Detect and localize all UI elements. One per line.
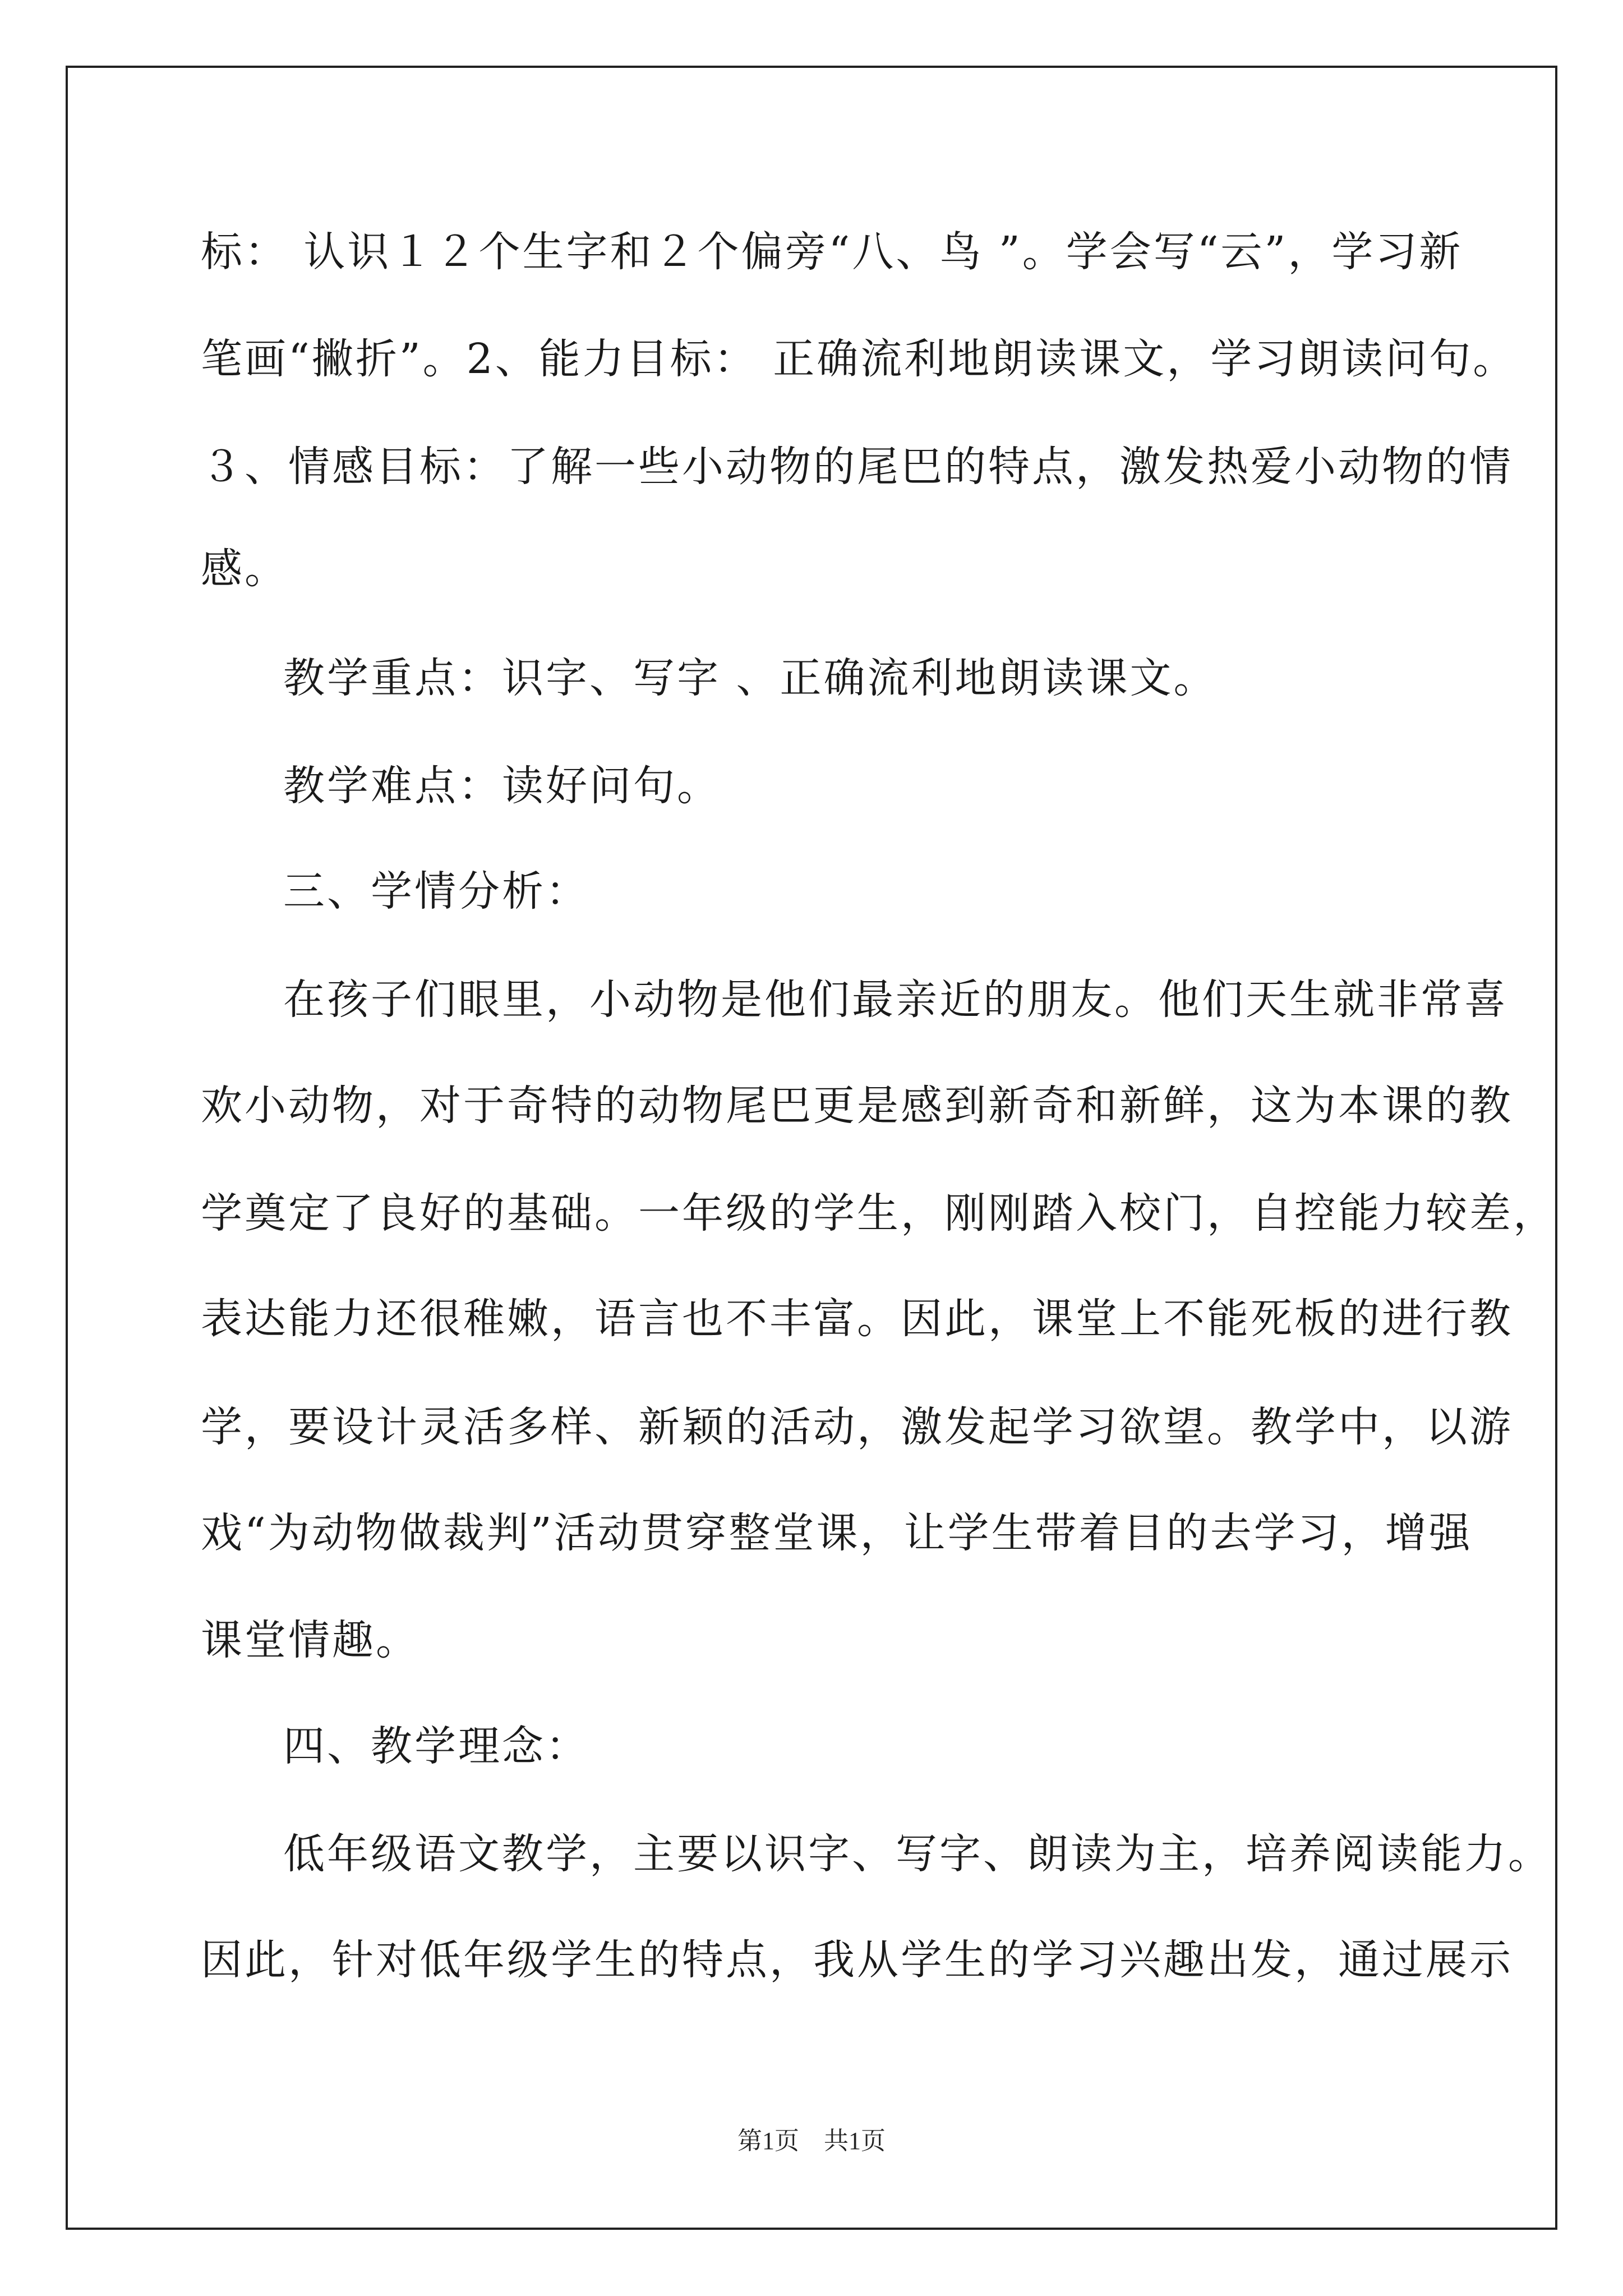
difficulty-line: 教学难点：读好问句。	[283, 762, 721, 810]
section-heading-4: 四、教学理念：	[283, 1722, 589, 1770]
body-line-13: 戏“为动物做裁判”活动贯穿整堂课，让学生带着目的去学习，增强	[201, 1509, 1473, 1557]
page-footer: 第1页 共1页	[737, 2127, 886, 2155]
body-line-16: 低年级语文教学，主要以识字、写字、朗读为主，培养阅读能力。	[283, 1830, 1552, 1878]
body-line-12: 学，要设计灵活多样、新颖的活动，激发起学习欲望。教学中，以游	[201, 1403, 1513, 1451]
section-heading-3: 三、学情分析：	[283, 867, 589, 915]
body-line-14: 课堂情趣。	[201, 1616, 419, 1664]
body-line-4: 感。	[201, 545, 288, 593]
body-line-1: 标： 认识１２个生字和２个偏旁“八、鸟 ”。学会写“云”，学习新	[201, 228, 1463, 276]
body-line-17: 因此，针对低年级学生的特点，我从学生的学习兴趣出发，通过展示	[201, 1936, 1513, 1984]
key-points-line: 教学重点：识字、写字 、正确流利地朗读课文。	[283, 654, 1218, 702]
body-line-9: 欢小动物，对于奇特的动物尾巴更是感到新奇和新鲜，这为本课的教	[201, 1082, 1513, 1130]
body-line-11: 表达能力还很稚嫩，语言也不丰富。因此，课堂上不能死板的进行教	[201, 1295, 1513, 1343]
body-line-2: 笔画“撇折”。2、能力目标： 正确流利地朗读课文，学习朗读问句。	[201, 335, 1517, 383]
body-line-10: 学奠定了良好的基础。一年级的学生，刚刚踏入校门，自控能力较差，	[201, 1189, 1557, 1237]
body-line-3: ３、情感目标：了解一些小动物的尾巴的特点，激发热爱小动物的情	[201, 443, 1513, 491]
body-line-8: 在孩子们眼里，小动物是他们最亲近的朋友。他们天生就非常喜	[283, 976, 1508, 1024]
page-border	[66, 66, 1557, 2230]
